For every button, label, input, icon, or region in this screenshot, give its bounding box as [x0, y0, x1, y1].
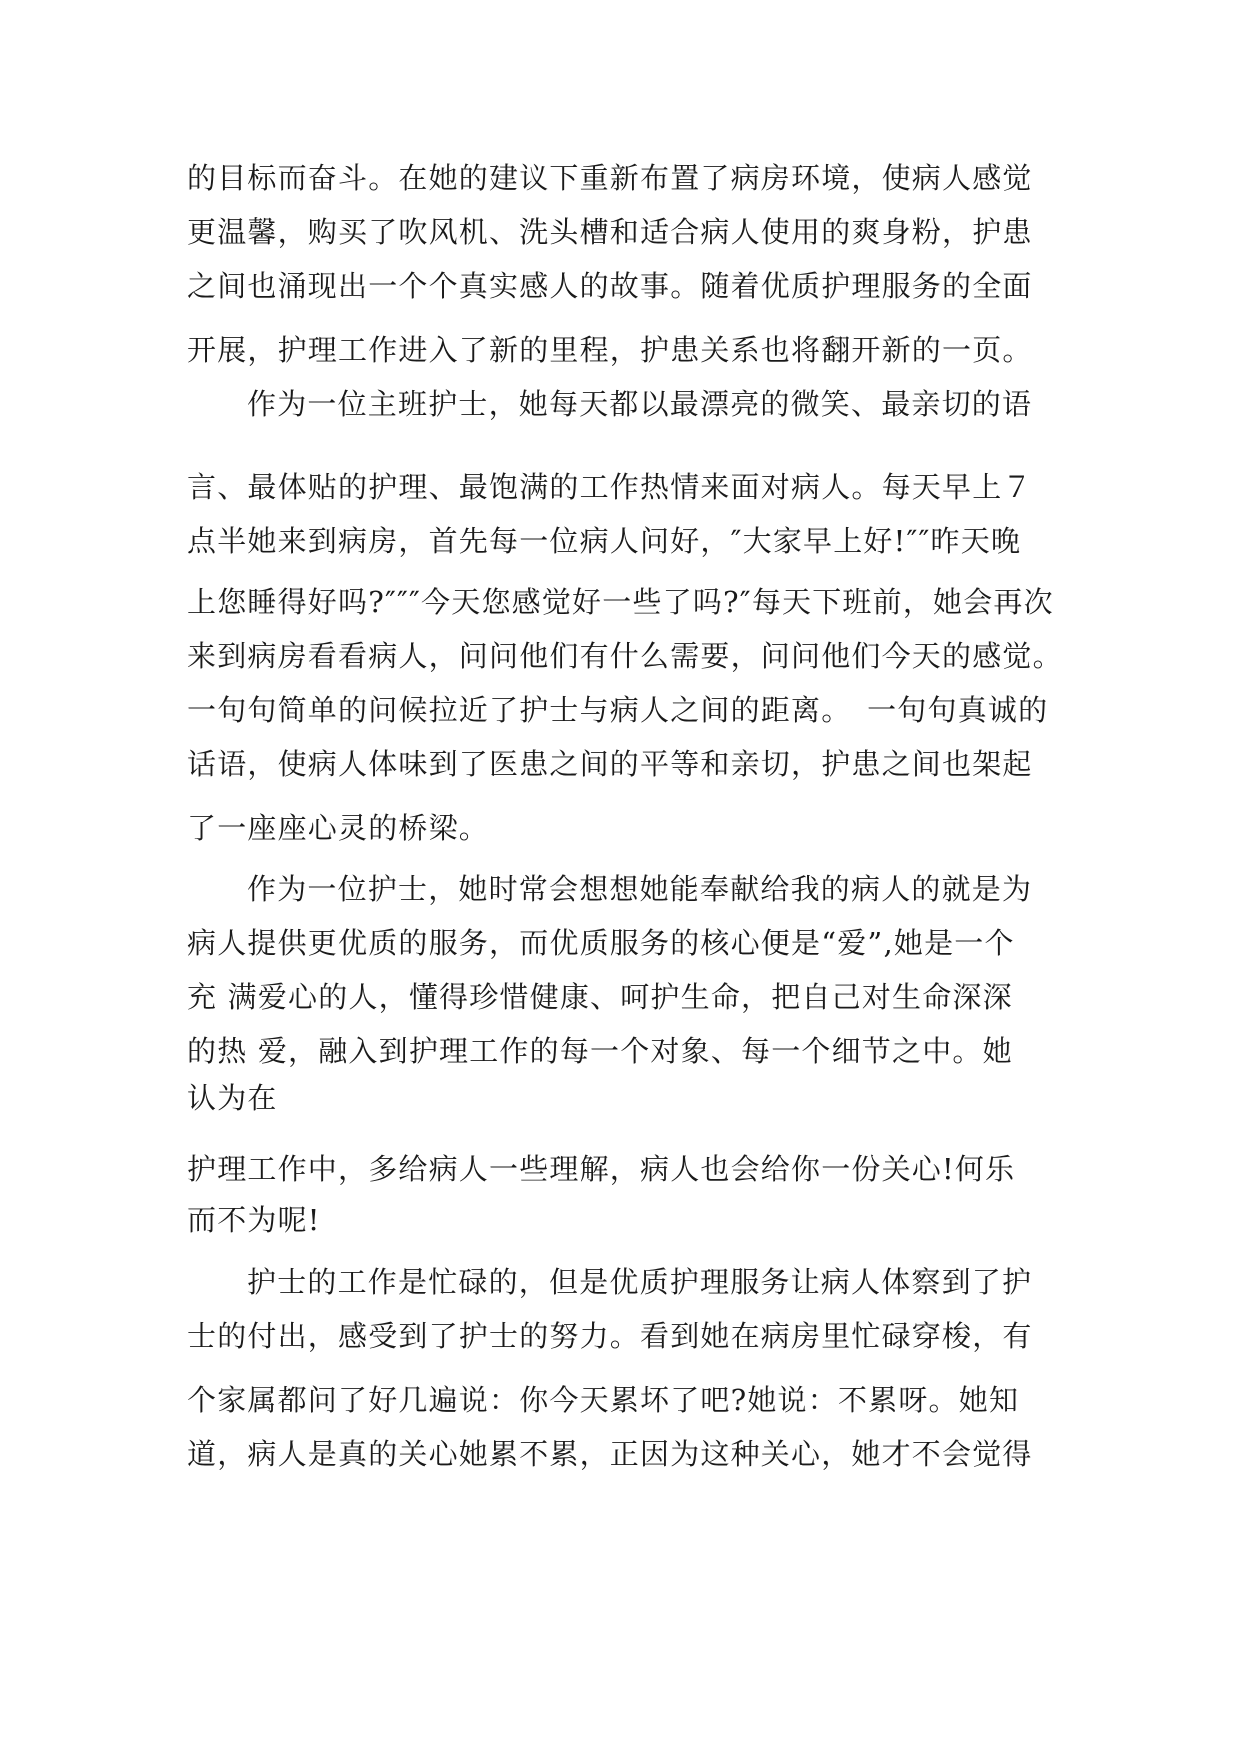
text-line: 的热 爱，融入到护理工作的每一个对象、每一个细节之中。她	[187, 1034, 1013, 1068]
text-line: 点半她来到病房，首先每一位病人问好，″大家早上好!″″昨天晚	[187, 524, 1022, 558]
text-line: 而不为呢!	[187, 1203, 321, 1237]
text-line: 言、最体贴的护理、最饱满的工作热情来面对病人。每天早上７	[187, 470, 1033, 504]
text-line: 一句句简单的问候拉近了护士与病人之间的距离。 一句句真诚的	[187, 693, 1049, 727]
text-line: 话语，使病人体味到了医患之间的平等和亲切，护患之间也架起	[187, 747, 1033, 781]
text-line: 之间也涌现出一个个真实感人的故事。随着优质护理服务的全面	[187, 269, 1033, 303]
text-line: 充 满爱心的人，懂得珍惜健康、呵护生命，把自己对生命深深	[187, 980, 1013, 1014]
text-line: 更温馨，购买了吹风机、洗头槽和适合病人使用的爽身粉，护患	[187, 215, 1033, 249]
text-line: 了一座座心灵的桥梁。	[187, 811, 490, 845]
text-line: 的目标而奋斗。在她的建议下重新布置了病房环境，使病人感觉	[187, 161, 1033, 195]
text-line: 开展，护理工作进入了新的里程，护患关系也将翻开新的一页。	[187, 333, 1033, 367]
paragraph-first-line: 护士的工作是忙碌的，但是优质护理服务让病人体察到了护	[247, 1265, 1033, 1299]
text-line: 认为在	[187, 1081, 278, 1115]
text-line: 护理工作中，多给病人一些理解，病人也会给你一份关心!何乐	[187, 1152, 1016, 1186]
paragraph-first-line: 作为一位护士，她时常会想想她能奉献给我的病人的就是为	[247, 872, 1033, 906]
text-line: 来到病房看看病人，问问他们有什么需要，问问他们今天的感觉。	[187, 639, 1063, 673]
text-line: 个家属都问了好几遍说：你今天累坏了吧?她说：不累呀。她知	[187, 1383, 1020, 1417]
paragraph-first-line: 作为一位主班护士，她每天都以最漂亮的微笑、最亲切的语	[247, 387, 1033, 421]
text-line: 道，病人是真的关心她累不累，正因为这种关心，她才不会觉得	[187, 1437, 1033, 1471]
text-line: 士的付出，感受到了护士的努力。看到她在病房里忙碌穿梭，有	[187, 1319, 1033, 1353]
text-line: 病人提供更优质的服务，而优质服务的核心便是“爱”,她是一个	[187, 926, 1015, 960]
text-line: 上您睡得好吗?″″″今天您感觉好一些了吗?″每天下班前，她会再次	[187, 585, 1054, 619]
